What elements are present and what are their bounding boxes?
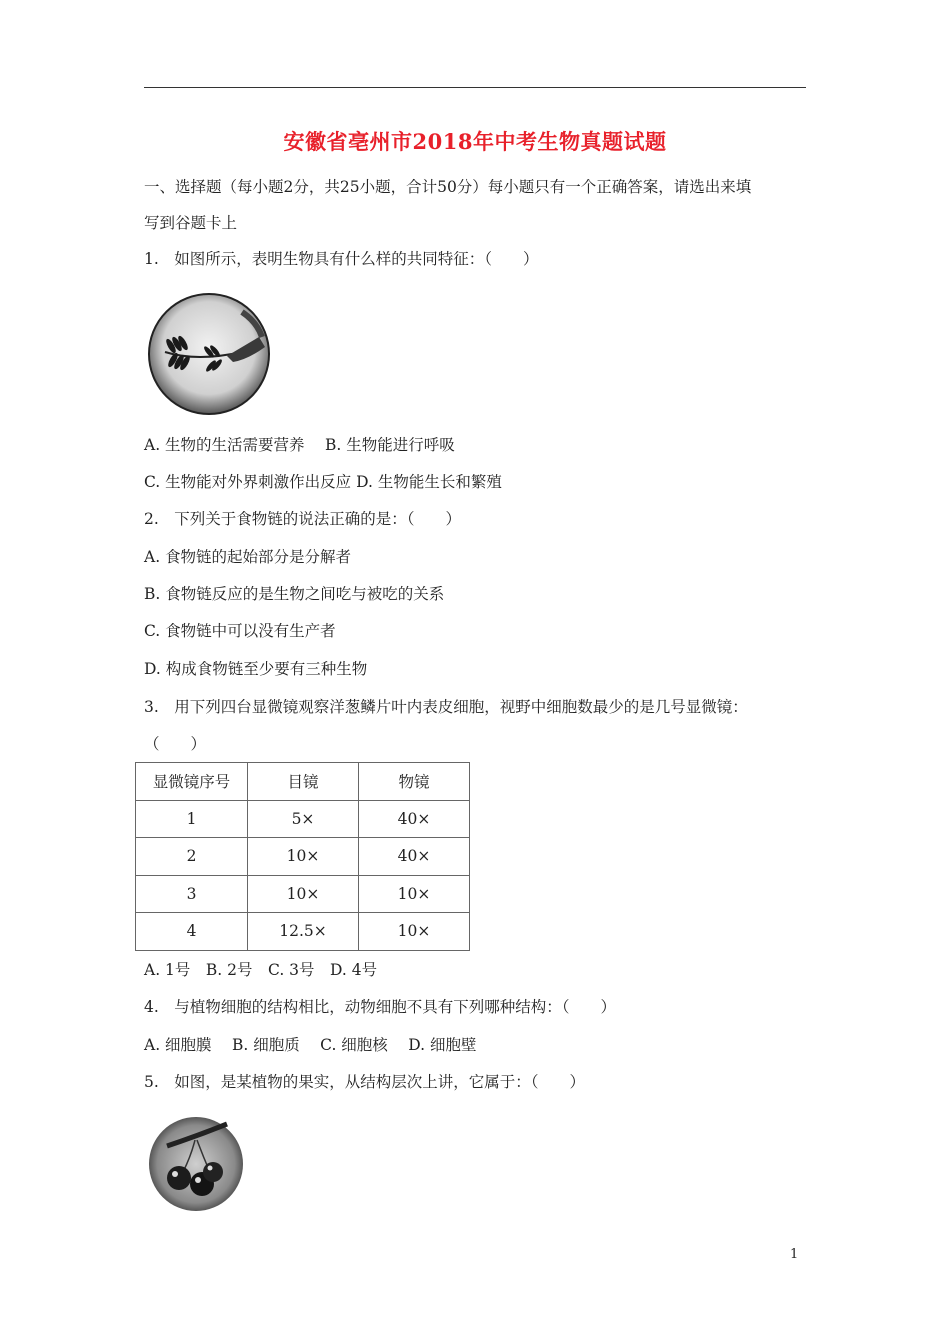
table-cell: 4 <box>136 913 248 951</box>
table-header-cell: 物镜 <box>359 763 470 801</box>
page-number: 1 <box>790 1247 799 1262</box>
cherry-fruit-figure <box>147 1116 245 1212</box>
document-title: 安徽省亳州市2018年中考生物真题试题 <box>283 129 667 154</box>
table-header-cell: 显微镜序号 <box>136 763 248 801</box>
table-cell: 1 <box>136 800 248 838</box>
q5-stem: 5. 如图，是某植物的果实，从结构层次上讲，它属于：（ ） <box>144 1073 586 1091</box>
q3-stem-cont: （ ） <box>144 735 207 753</box>
table-cell: 40× <box>359 800 470 838</box>
table-cell: 3 <box>136 875 248 913</box>
q2-option-a: A. 食物链的起始部分是分解者 <box>144 548 352 566</box>
q4-options: A. 细胞膜 B. 细胞质 C. 细胞核 D. 细胞壁 <box>144 1036 477 1054</box>
table-cell: 10× <box>359 875 470 913</box>
microscope-table <box>135 762 470 951</box>
q2-option-c: C. 食物链中可以没有生产者 <box>144 622 336 640</box>
table-header-cell: 目镜 <box>248 763 359 801</box>
section-heading-line2: 写到谷题卡上 <box>144 214 238 232</box>
table-cell: 10× <box>248 838 359 876</box>
q2-stem: 2. 下列关于食物链的说法正确的是：（ ） <box>144 510 462 528</box>
table-cell: 5× <box>248 800 359 838</box>
mimosa-leaf-figure <box>147 292 271 416</box>
table-row <box>136 913 470 951</box>
table-cell: 12.5× <box>248 913 359 951</box>
q2-option-b: B. 食物链反应的是生物之间吃与被吃的关系 <box>144 585 445 603</box>
table-row <box>136 800 470 838</box>
q3-options: A. 1号 B. 2号 C. 3号 D. 4号 <box>144 961 378 979</box>
table-cell: 40× <box>359 838 470 876</box>
q1-stem: 1. 如图所示，表明生物具有什么样的共同特征：（ ） <box>144 250 539 268</box>
table-row <box>136 838 470 876</box>
table-cell: 10× <box>248 875 359 913</box>
q1-options-row2: C. 生物能对外界刺激作出反应 D. 生物能生长和繁殖 <box>144 473 502 491</box>
table-cell: 10× <box>359 913 470 951</box>
header-rule <box>144 87 806 88</box>
table-row <box>136 875 470 913</box>
section-heading-line1: 一、选择题（每小题2分，共25小题，合计50分）每小题只有一个正确答案，请选出来填 <box>144 178 752 196</box>
table-cell: 2 <box>136 838 248 876</box>
q1-options-row1: A. 生物的生活需要营养 B. 生物能进行呼吸 <box>144 436 455 454</box>
q2-option-d: D. 构成食物链至少要有三种生物 <box>144 660 368 678</box>
table-header-row <box>136 763 470 801</box>
q3-stem: 3. 用下列四台显微镜观察洋葱鳞片叶内表皮细胞，视野中细胞数最少的是几号显微镜： <box>144 698 748 716</box>
q4-stem: 4. 与植物细胞的结构相比，动物细胞不具有下列哪种结构：（ ） <box>144 998 617 1016</box>
